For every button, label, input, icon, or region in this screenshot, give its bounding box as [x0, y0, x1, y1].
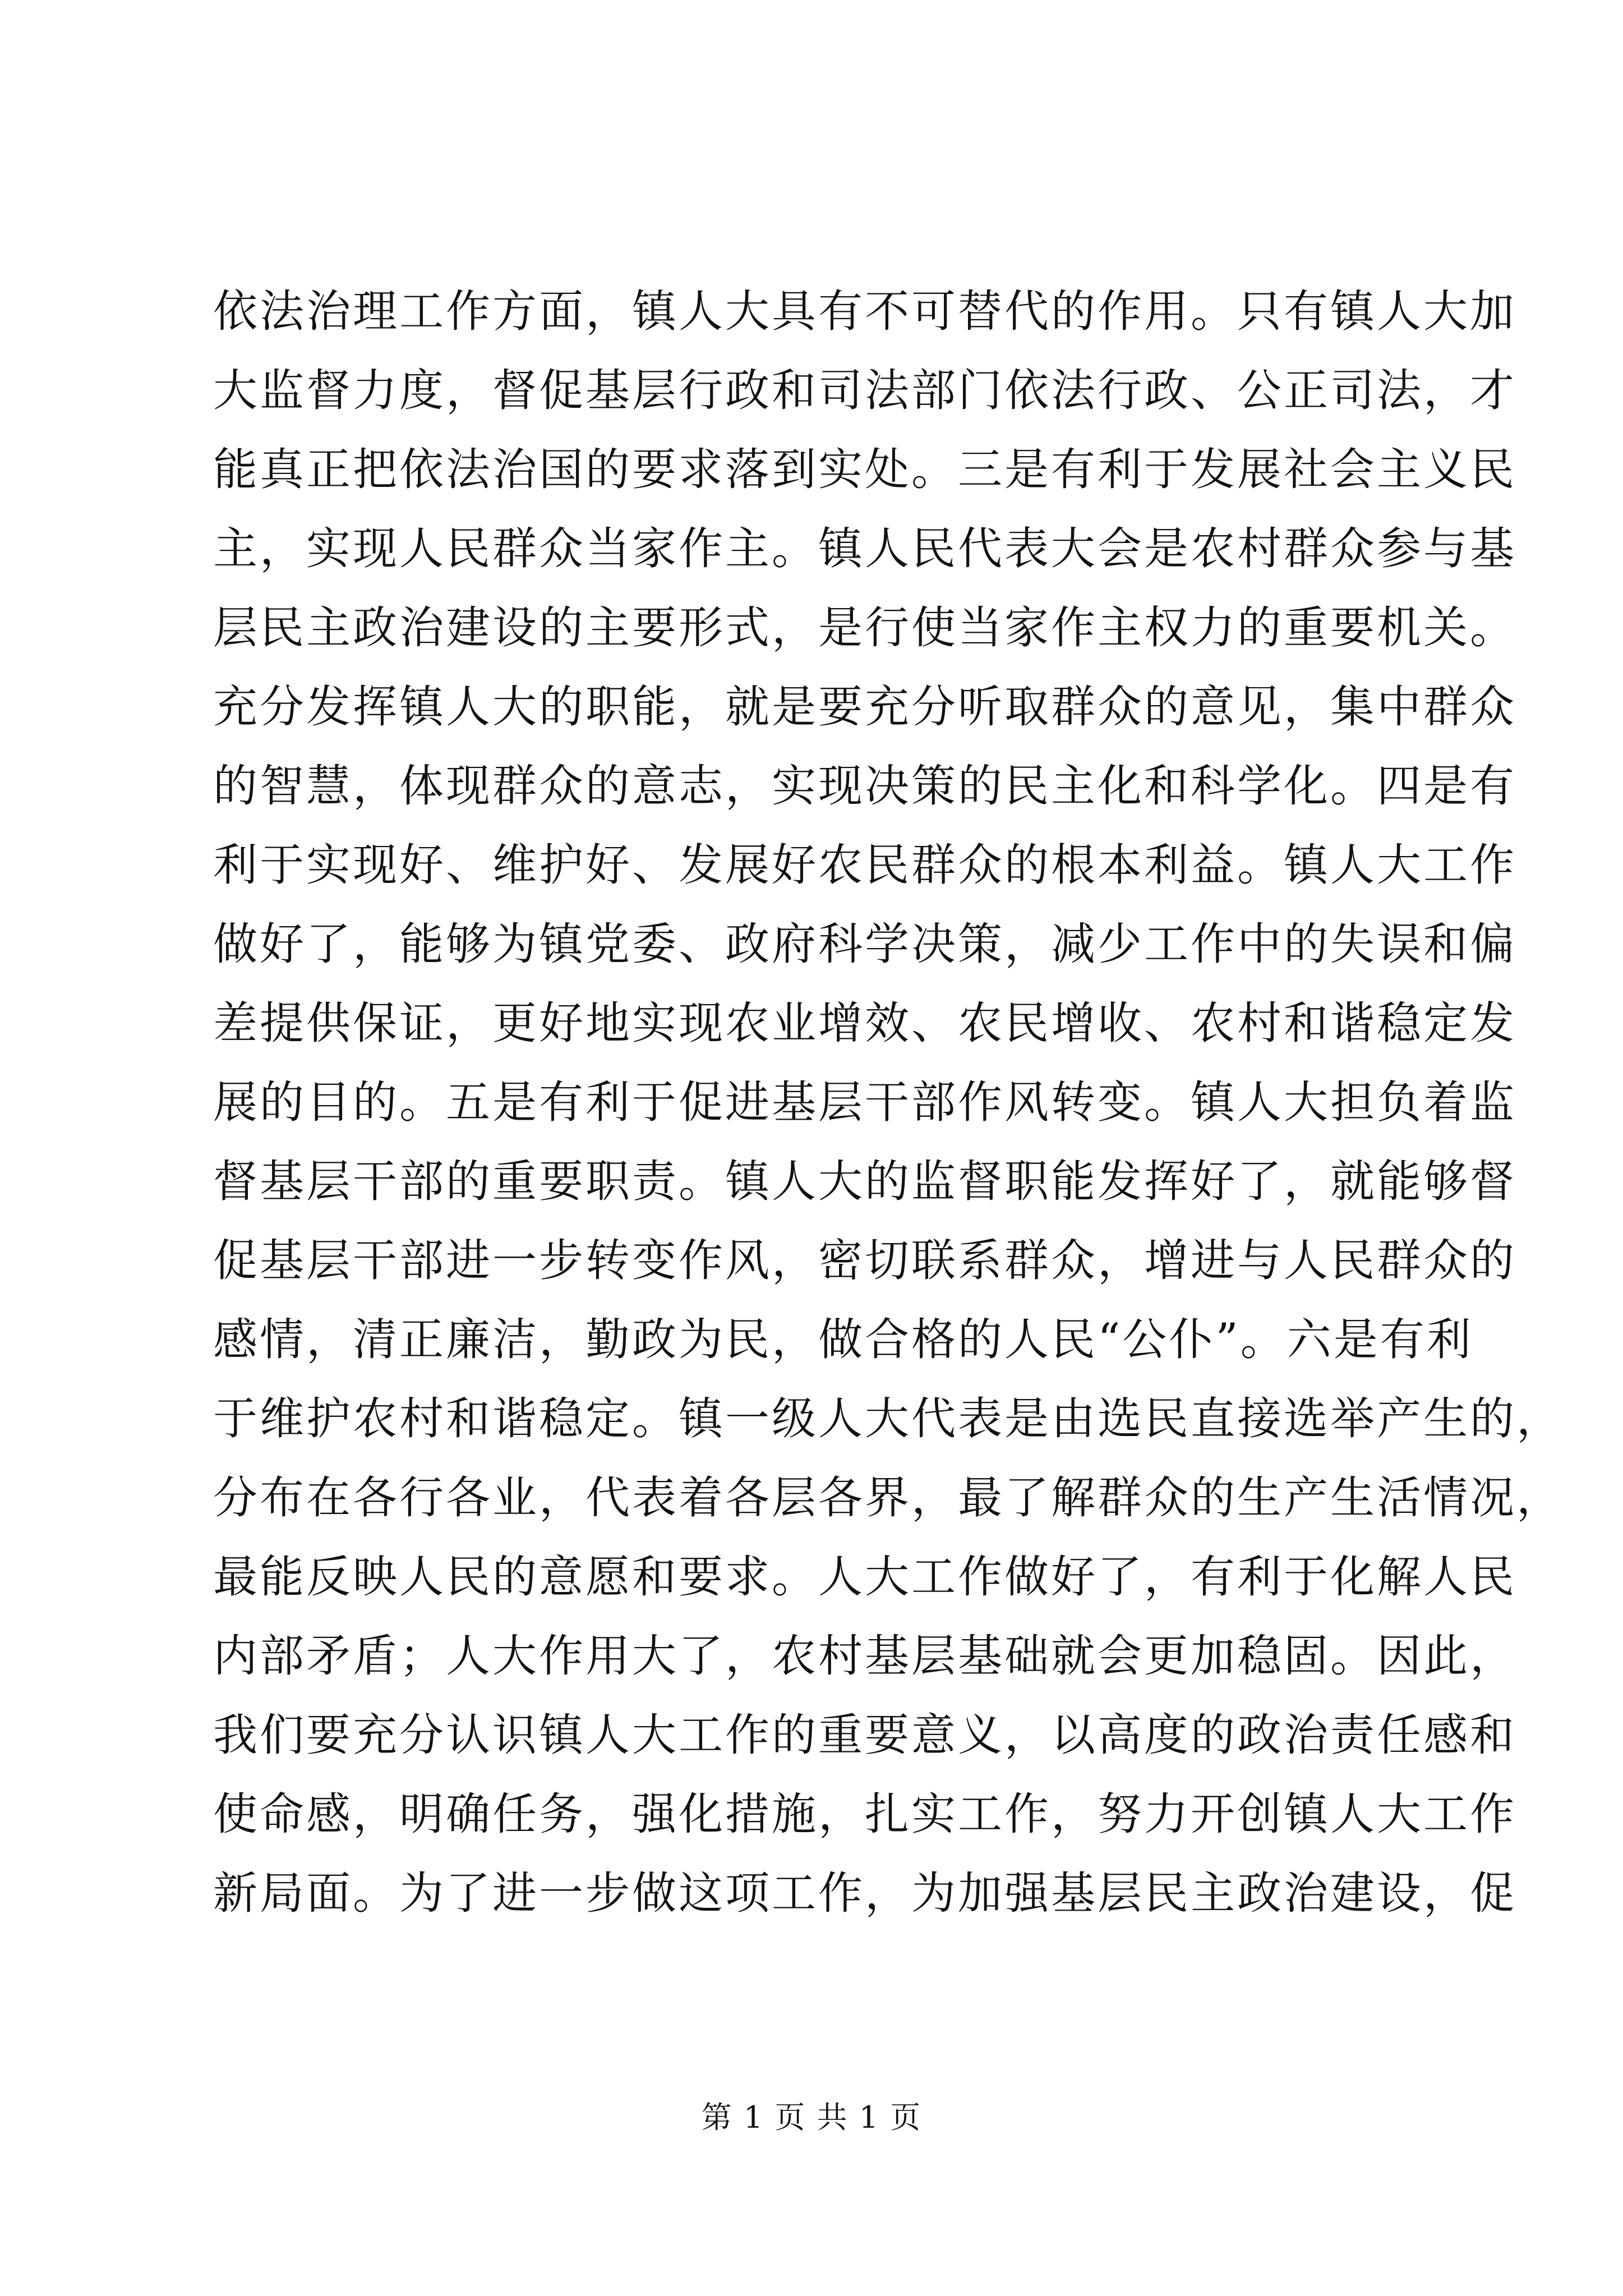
text-line: 内部矛盾；人大作用大了，农村基层基础就会更加稳固。因此，: [213, 1630, 1516, 1682]
text-line: 使命感，明确任务，强化措施，扎实工作，努力开创镇人大工作: [213, 1788, 1516, 1840]
page-footer: [0, 2095, 1623, 2140]
text-line: 能真正把依法治国的要求落到实处。三是有利于发展社会主义民: [213, 444, 1516, 495]
text-line: 新局面。为了进一步做这项工作，为加强基层民主政治建设，促: [213, 1867, 1516, 1919]
text-line: 于维护农村和谐稳定。镇一级人大代表是由选民直接选举产生的，: [213, 1393, 1563, 1444]
page-number-label: 第 1 页 共 1 页: [701, 2100, 922, 2135]
text-line: 利于实现好、维护好、发展好农民群众的根本利益。镇人大工作: [213, 839, 1516, 891]
text-line: 差提供保证，更好地实现农业增效、农民增收、农村和谐稳定发: [213, 997, 1516, 1049]
text-line: 促基层干部进一步转变作风，密切联系群众，增进与人民群众的: [213, 1235, 1516, 1286]
text-line: 的智慧，体现群众的意志，实现决策的民主化和科学化。四是有: [213, 760, 1516, 812]
text-line: 展的目的。五是有利于促进基层干部作风转变。镇人大担负着监: [213, 1076, 1516, 1128]
text-line: 层民主政治建设的主要形式，是行使当家作主权力的重要机关。: [213, 602, 1516, 654]
text-line: 大监督力度，督促基层行政和司法部门依法行政、公正司法，才: [213, 365, 1516, 416]
text-line: 主，实现人民群众当家作主。镇人民代表大会是农村群众参与基: [213, 523, 1516, 574]
text-line: 督基层干部的重要职责。镇人大的监督职能发挥好了，就能够督: [213, 1156, 1516, 1207]
text-line: 感情，清正廉洁，勤政为民，做合格的人民“公仆”。六是有利: [213, 1314, 1473, 1365]
text-line: 充分发挥镇人大的职能，就是要充分听取群众的意见，集中群众: [213, 681, 1516, 733]
text-line: 分布在各行各业，代表着各层各界，最了解群众的生产生活情况，: [213, 1472, 1563, 1524]
text-line: 依法治理工作方面，镇人大具有不可替代的作用。只有镇人大加: [213, 286, 1516, 337]
text-line: 最能反映人民的意愿和要求。人大工作做好了，有利于化解人民: [213, 1551, 1516, 1603]
text-line: 做好了，能够为镇党委、政府科学决策，减少工作中的失误和偏: [213, 918, 1516, 970]
text-line: 我们要充分认识镇人大工作的重要意义，以高度的政治责任感和: [213, 1709, 1516, 1761]
